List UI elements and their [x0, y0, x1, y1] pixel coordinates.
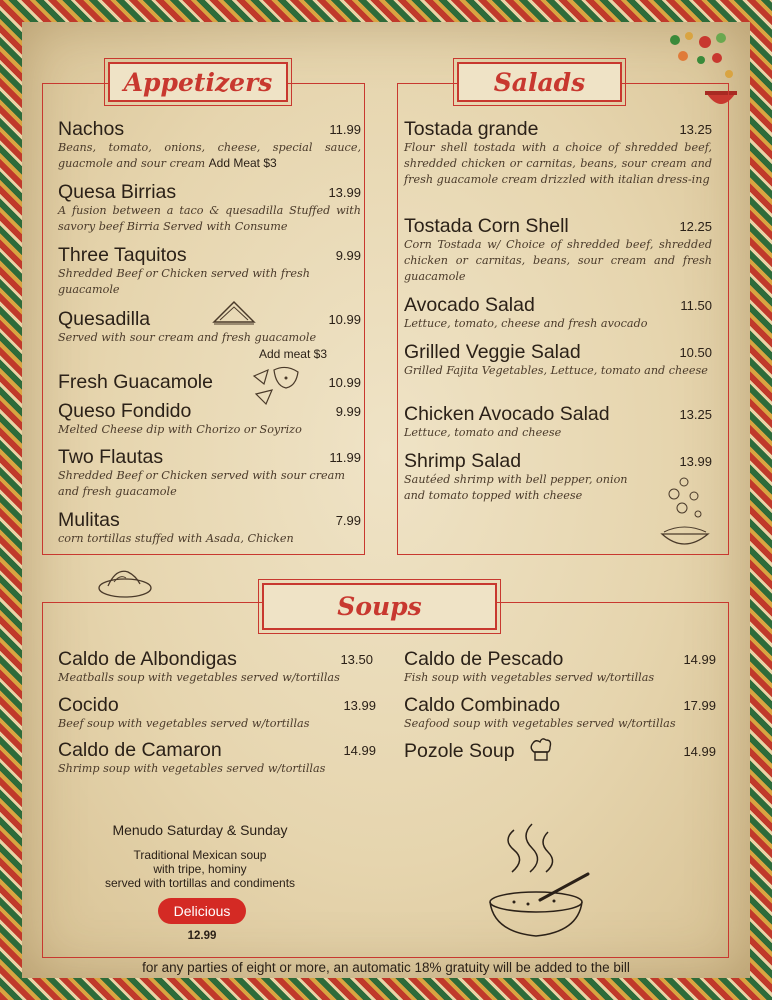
item-name: Fresh Guacamole — [58, 371, 213, 393]
item-price: 12.25 — [679, 219, 712, 234]
item-price: 7.99 — [335, 513, 361, 528]
item-price: 11.99 — [329, 450, 361, 465]
item-desc: A fusion between a taco & quesadilla Stuffed with savory beef Birria Served with Consume — [58, 204, 361, 233]
item-name: Shrimp Salad — [404, 450, 522, 472]
item-desc: Shrimp soup with vegetables served w/tortillas — [58, 762, 326, 775]
item-price: 14.99 — [683, 652, 716, 667]
item-price: 9.99 — [335, 248, 361, 263]
menu-item-chicken-avocado-salad — [404, 403, 712, 441]
menudo-desc — [80, 848, 320, 890]
gratuity-note: for any parties of eight or more, an automatic 18% gratuity will be added to the bill — [142, 960, 630, 975]
soup-item-pescado — [404, 648, 716, 686]
salads-title: Salads — [457, 62, 622, 102]
delicious-badge: Delicious — [158, 898, 246, 924]
item-name: Caldo de Pescado — [404, 648, 564, 670]
item-desc: Shredded Beef or Chicken served with fresh guacamole — [58, 267, 310, 296]
menu-item-nachos — [58, 118, 361, 172]
menu-item-mulitas — [58, 509, 361, 547]
item-name: Cocido — [58, 694, 119, 716]
item-desc: Served with sour cream and fresh guacamole — [58, 331, 317, 344]
menu-item-three-taquitos — [58, 244, 361, 298]
item-price: 10.50 — [679, 345, 712, 360]
item-name: Queso Fondido — [58, 400, 192, 422]
menudo-desc-line: served with tortillas and condiments — [104, 876, 296, 890]
menudo-desc-line: with tripe, hominy — [153, 862, 247, 876]
salad-bowl-icon — [654, 474, 716, 554]
item-name: Three Taquitos — [58, 244, 187, 266]
item-price: 13.50 — [340, 652, 373, 667]
menu-item-tostada-corn-shell — [404, 215, 712, 284]
item-name: Quesa Birrias — [58, 181, 177, 203]
item-price: 14.99 — [343, 743, 376, 758]
item-desc: Fish soup with vegetables served w/tortillas — [404, 671, 655, 684]
item-price: 10.99 — [328, 312, 361, 327]
item-desc: Seafood soup with vegetables served w/tortillas — [404, 717, 676, 730]
item-name: Avocado Salad — [404, 294, 535, 316]
item-name: Caldo Combinado — [404, 694, 561, 716]
item-name: Tostada Corn Shell — [404, 215, 569, 237]
item-price: 13.99 — [679, 454, 712, 469]
item-name: Chicken Avocado Salad — [404, 403, 610, 425]
soup-item-albondigas — [58, 648, 373, 686]
add-meat-note: Add Meat $3 — [208, 155, 277, 170]
item-desc: Beef soup with vegetables served w/tortillas — [58, 717, 310, 730]
chef-hat-icon — [528, 736, 554, 764]
item-name: Caldo de Camaron — [58, 739, 222, 761]
menu-item-queso-fondido — [58, 400, 361, 438]
item-price: 13.25 — [679, 407, 712, 422]
item-name: Nachos — [58, 118, 125, 140]
item-price: 14.99 — [683, 744, 716, 759]
item-desc: Melted Cheese dip with Chorizo or Soyrizo — [58, 423, 302, 436]
item-name: Two Flautas — [58, 446, 164, 468]
item-desc: Corn Tostada w/ Choice of shredded beef, shredded chicken or carnitas, beans, sour cream and fresh guacamole — [404, 238, 712, 283]
menu-item-two-flautas — [58, 446, 361, 500]
item-desc: Lettuce, tomato, cheese and fresh avocado — [404, 317, 648, 330]
add-meat-note: Add meat $3 — [258, 346, 327, 361]
menudo-desc-line: Traditional Mexican soup — [133, 848, 267, 862]
menu-item-grilled-veggie-salad — [404, 341, 712, 379]
soup-item-combinado — [404, 694, 716, 732]
item-desc: Flour shell tostada with a choice of shredded beef, shredded chicken or carnitas, beans, sour cream and fresh guacamole cream drizzled with italian dress-ing — [404, 141, 712, 186]
menu-item-avocado-salad — [404, 294, 712, 332]
appetizers-title: Appetizers — [108, 62, 288, 102]
soup-item-camaron — [58, 739, 376, 777]
soup-bowl-icon — [484, 822, 594, 942]
soup-item-cocido — [58, 694, 376, 732]
item-price: 11.99 — [329, 122, 361, 137]
soup-item-pozole — [404, 740, 716, 762]
quesadilla-icon — [210, 298, 258, 328]
menu-item-quesa-birrias — [58, 181, 361, 235]
item-desc: Grilled Fajita Vegetables, Lettuce, tomato and cheese — [404, 364, 708, 377]
item-desc: Shredded Beef or Chicken served with sour cream and fresh guacamole — [58, 469, 345, 498]
item-desc: Meatballs soup with vegetables served w/tortillas — [58, 671, 340, 684]
menu-item-tostada-grande — [404, 118, 712, 187]
item-price: 10.99 — [328, 375, 361, 390]
item-price: 11.50 — [680, 298, 712, 313]
item-name: Mulitas — [58, 509, 120, 531]
item-price: 13.25 — [679, 122, 712, 137]
soups-title: Soups — [262, 583, 497, 630]
item-name: Quesadilla — [58, 308, 151, 330]
menudo-price: 12.99 — [187, 930, 217, 942]
item-name: Caldo de Albondigas — [58, 648, 237, 670]
item-name: Tostada grande — [404, 118, 539, 140]
item-name: Pozole Soup — [404, 740, 515, 762]
item-desc: Beans, tomato, onions, cheese, special sauce, guacmole and sour cream Add Meat $3 — [58, 141, 361, 170]
item-price: 13.99 — [343, 698, 376, 713]
item-desc: Lettuce, tomato and cheese — [404, 426, 562, 439]
item-price: 9.99 — [335, 404, 361, 419]
item-desc: Sautéed shrimp with bell pepper, onion and tomato topped with cheese — [404, 473, 628, 502]
menudo-title: Menudo Saturday & Sunday — [112, 822, 288, 838]
item-price: 13.99 — [328, 185, 361, 200]
item-price: 17.99 — [683, 698, 716, 713]
menu-item-fresh-guacamole — [58, 371, 361, 393]
taco-plate-icon — [96, 560, 154, 600]
item-desc: corn tortillas stuffed with Asada, Chicken — [58, 532, 294, 545]
item-name: Grilled Veggie Salad — [404, 341, 581, 363]
